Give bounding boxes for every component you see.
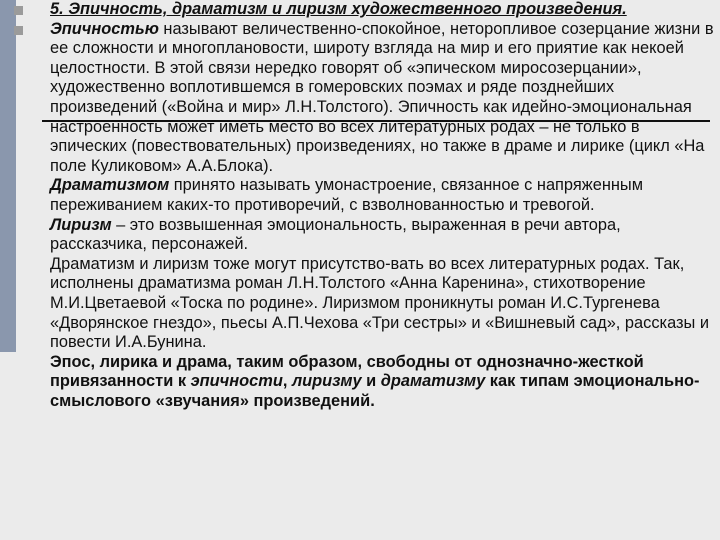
drama-paragraph xyxy=(50,176,720,215)
conclusion-epic: эпичности xyxy=(190,372,283,391)
lyric-term: Лиризм xyxy=(50,215,112,234)
conclusion-sep1: , xyxy=(282,372,292,391)
conclusion-part2: как типам эмоционально-смыслового «звучания» произведений. xyxy=(50,372,700,410)
heading-item xyxy=(8,0,720,20)
square-bullet-icon xyxy=(14,6,23,15)
conclusion-part1: Эпос, лирика и драма, таким образом, свободны от однозначно-жесткой привязанности к xyxy=(50,352,644,391)
slide-body xyxy=(8,0,720,540)
square-bullet-icon xyxy=(14,26,23,35)
lyric-text: – это возвышенная эмоциональность, выраженная в речи автора, рассказчика, персонажей. xyxy=(50,215,621,254)
conclusion-lyric: лиризму xyxy=(291,372,362,391)
lyric-paragraph xyxy=(50,216,720,255)
conclusion-paragraph xyxy=(50,353,720,412)
conclusion-sep2: и xyxy=(361,372,381,391)
drama-term: Драматизмом xyxy=(50,176,170,195)
epic-paragraph xyxy=(50,20,720,177)
conclusion-drama: драматизму xyxy=(380,372,486,391)
examples-paragraph: Драматизм и лиризм тоже могут присутство-вать во всех литературных родах. Так, исполнены драматизма роман Л.Н.Толстого «Анна Каренина», стихотворение М.И.Цветаевой «Тоска по родине». Лиризмом проникнуты роман И.С.Тургенева «Дворянское гнездо», пьесы А.П.Чехова «Три сестры» и «Вишневый сад», рассказы и повести И.А.Бунина. xyxy=(50,254,710,352)
drama-text: принято называть умонастроение, связанное с напряженным переживанием каких-то противоречий, с взволнованностью и тревогой. xyxy=(50,176,643,214)
content-item xyxy=(8,20,720,412)
epic-term: Эпичностью xyxy=(50,19,159,38)
section-heading: 5. Эпичность, драматизм и лиризм художественного произведения. xyxy=(50,0,627,18)
epic-text: называют величественно-спокойное, неторопливое созерцание жизни в ее сложности и многоплановости, широту взгляда на мир и его приятие как некоей целостности. В этой связи нередко говорят об «эпическом миросозерцании», художественно воплотившемся в гомеровских поэмах и ряде позднейших произведений («Война и мир» Л.Н.Толстого). Эпичность как идейно-эмоциональная настроенность может иметь место во всех литературных родах – не только в эпических (повествовательных) произведениях, но также в драме и лирике (цикл «На поле Куликовом» А.А.Блока). xyxy=(50,19,714,175)
